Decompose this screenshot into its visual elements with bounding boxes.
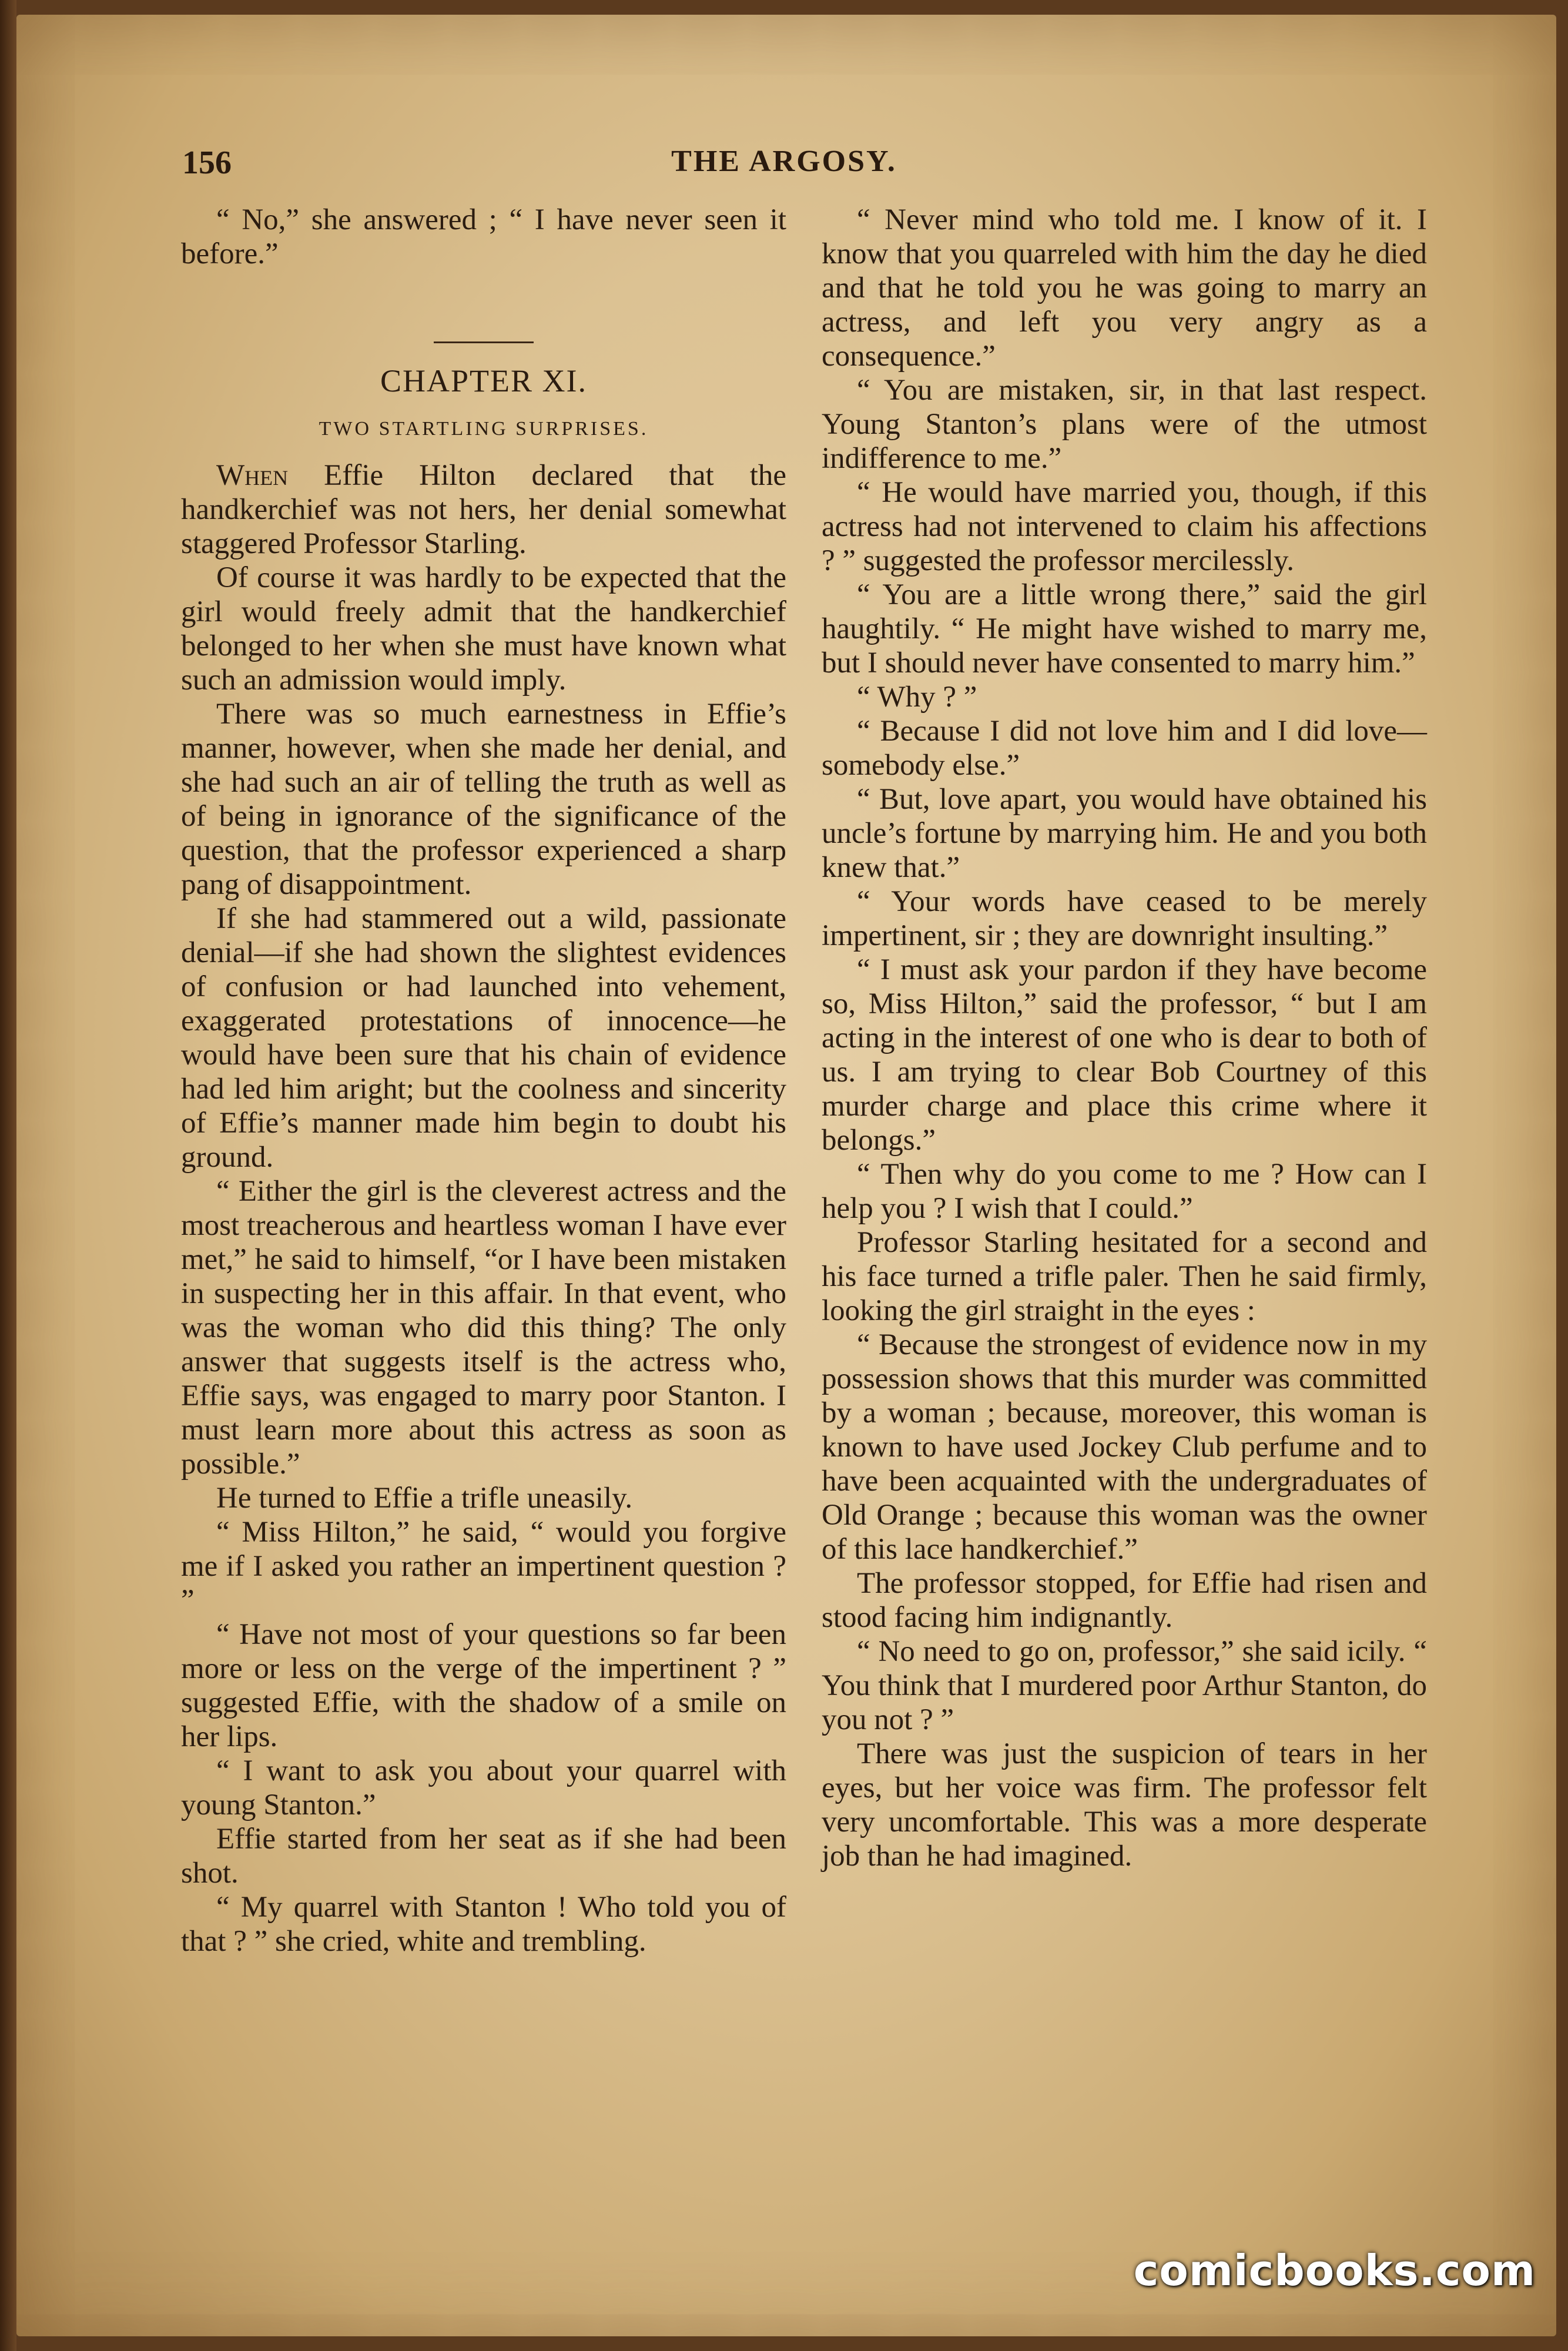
site-watermark: comicbooks.com [1133,2246,1536,2295]
paragraph: “ Why ? ” [857,681,977,714]
paragraph: “ Then why do you come to me ? How can I help you ? I wish that I could.” [822,1158,1427,1225]
paragraph: “ Because the strongest of evidence now in my possession shows that this murder was committed by a woman ; because, moreover, this woman is known to have used Jockey Club perfume and to have been acquainted with the undergraduates of Old Orange ; because this woman was the owner of this lace handkerchief.” [822,1328,1427,1566]
paragraph-text: Effie Hilton declared that the handkerchief was not hers, her denial somewhat staggered Professor Starling. [181,459,786,560]
paragraph: The professor stopped, for Effie had risen and stood facing him indignantly. [822,1567,1427,1634]
paragraph: “ You are mistaken, sir, in that last respect. Young Stanton’s plans were of the utmost indifference to me.” [822,374,1427,475]
paragraph: “ Have not most of your questions so far been more or less on the verge of the impertinent ? ” suggested Effie, with the shadow of a smile on her lips. [181,1618,786,1753]
paragraph: There was so much earnestness in Effie’s manner, however, when she made her denial, and she had such an air of telling the truth as well as of being in ignorance of the significance of the question, that the professor experienced a sharp pang of disappointment. [181,698,786,901]
running-head: THE ARGOSY. [671,145,897,178]
paragraph: “ Never mind who told me. I know of it. I know that you quarreled with him the day he died and that he told you he was going to marry an actress, and left you very angry as a consequence.” [822,203,1427,373]
page-binding-edge [0,0,16,2351]
paragraph: He turned to Effie a trifle uneasily. [216,1482,633,1515]
paragraph: “ You are a little wrong there,” said the girl haughtily. “ He might have wished to marry me, but I should never have consented to marry him.” [822,578,1427,679]
paragraph: Professor Starling hesitated for a second and his face turned a trifle paler. Then he said firmly, looking the girl straight in the eyes : [822,1226,1427,1327]
section-divider [434,341,534,343]
page-number: 156 [182,145,232,181]
paragraph: “ He would have married you, though, if this actress had not intervened to claim his affections ? ” suggested the professor mercilessly. [822,476,1427,577]
paragraph: “ I want to ask you about your quarrel with young Stanton.” [181,1754,786,1821]
paragraph: “ My quarrel with Stanton ! Who told you of that ? ” she cried, white and trembling. [181,1891,786,1958]
paragraph: “ I must ask your pardon if they have become so, Miss Hilton,” said the professor, “ but I am acting in the interest of one who is dear to both of us. I am trying to clear Bob Courtney of this murder charge and place this crime where it belongs.” [822,953,1427,1157]
left-column [181,203,786,1958]
paragraph: “ But, love apart, you would have obtained his uncle’s fortune by marrying him. He and you both knew that.” [822,783,1427,884]
paragraph: There was just the suspicion of tears in her eyes, but her voice was firm. The professor felt very uncomfortable. This was a more desperate job than he had imagined. [822,1737,1427,1873]
paragraph: Of course it was hardly to be expected that the girl would freely admit that the handkerchief belonged to her when she must have known what such an admission would imply. [181,561,786,696]
paragraph: “ Either the girl is the cleverest actress and the most treacherous and heartless woman I have ever met,” he said to himself, “or I have been mistaken in suspecting her in this affair. In that event, who was the woman who did this thing? The only answer that suggests itself is the actress who, Effie says, was engaged to marry poor Stanton. I must learn more about this actress as soon as possible.” [181,1175,786,1481]
paragraph: “ Because I did not love him and I did love—somebody else.” [822,715,1427,782]
opening-word: When [216,459,289,492]
paragraph: “ Miss Hilton,” he said, “ would you forgive me if I asked you rather an impertinent question ? ” [181,1516,786,1617]
paragraph: “ Your words have ceased to be merely impertinent, sir ; they are downright insulting.” [822,885,1427,952]
chapter-subtitle: TWO STARTLING SURPRISES. [319,418,649,440]
paragraph: If she had stammered out a wild, passionate denial—if she had shown the slightest evidences of confusion or had launched into vehement, exaggerated protestations of innocence—he would have been sure that his chain of evidence had led him aright; but the coolness and sincerity of Effie’s manner made him begin to doubt his ground. [181,902,786,1174]
paragraph: “ No,” she answered ; “ I have never seen it before.” [181,203,786,270]
right-column [822,203,1427,1873]
page-header [0,144,1568,197]
paragraph [181,458,786,561]
paragraph: Effie started from her seat as if she had been shot. [181,1823,786,1890]
chapter-title: CHAPTER XI. [380,363,587,398]
paragraph: “ No need to go on, professor,” she said icily. “ You think that I murdered poor Arthur Stanton, do you not ? ” [822,1635,1427,1736]
